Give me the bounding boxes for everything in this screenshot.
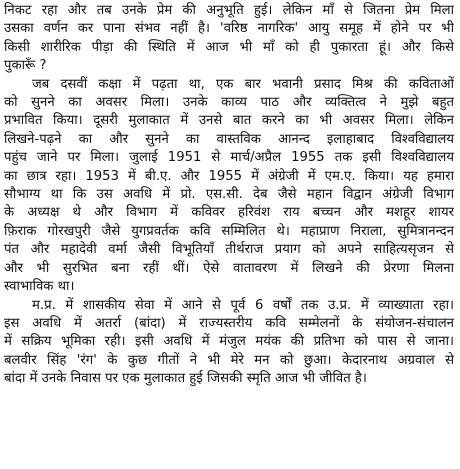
text-line: बलवीर सिंह 'रंग' के कुछ गीतों ने भी मेरे मन को छुआ। केदारनाथ अग्रवाल से <box>4 352 454 368</box>
text-line: बांदा में उनके निवास पर एक मुलाकात हुई जिसकी स्मृति आज भी जीवित है। <box>4 371 367 387</box>
text-line: पहुंच जाने पर मिला। जुलाई 1951 से मार्च/अप्रैल 1955 तक इसी विश्वविद्यालय <box>4 150 454 166</box>
text-line: पुकारूँ ? <box>4 58 47 74</box>
text-line: का छात्र रहा। 1953 में बी.ए. और 1955 में अंग्रेजी में एम.ए. किया। यह हमारा <box>4 168 454 184</box>
text-line: इस अवधि में अतर्रा (बांदा) में राज्यस्तरीय कवि सम्मेलनों के संयोजन-संचालन <box>4 315 454 331</box>
text-line: के अध्यक्ष थे और विभाग में कविवर हरिवंश राय बच्चन और मशहूर शायर <box>4 205 454 221</box>
text-line: किसी शारीरिक पीड़ा की स्थिति में आज भी माँ को ही पुकारता हूं। और किसे <box>4 39 454 55</box>
paragraph-mother-love <box>4 2 454 76</box>
text-line: प्रभावित किया। दूसरी मुलाकात में उनसे बात करने का भी अवसर मिला। लेकिन <box>4 113 454 129</box>
text-line: स्वाभाविक था। <box>4 279 75 295</box>
paragraph-service-period <box>4 297 454 389</box>
text-line: सौभाग्य था कि उस अवधि में प्रो. एस.सी. देब जैसे महान विद्वान अंग्रेजी विभाग <box>4 187 454 203</box>
text-line: को सुनने का अवसर मिला। उनके काव्य पाठ और व्यक्तित्व ने मुझे बहुत <box>4 95 454 111</box>
text-line: और भी सुरभित बना रहीं थीं। ऐसे वातावरण में लिखने की प्रेरणा मिलना <box>4 260 454 276</box>
text-line: उसका वर्णन कर पाना संभव नहीं है। 'वरिष्ठ नागरिक' आयु समूह में होने पर भी <box>4 21 454 37</box>
text-line: लिखने-पढ़ने का और सुनने का वास्तविक आनन्द इलाहाबाद विश्वविद्यालय <box>4 131 454 147</box>
text-line: पंत और महादेवी वर्मा जैसी विभूतियाँ तीर्थराज प्रयाग को अपने साहित्यसृजन से <box>4 242 454 258</box>
text-line: में सक्रिय भूमिका रही। इसी अवधि में मंजुल मयंक की प्रतिभा को पास से जाना। <box>4 334 454 350</box>
paragraph-university-years <box>4 76 454 297</box>
text-line: जब दसवीं कक्षा में पढ़ता था, एक बार भवानी प्रसाद मिश्र की कविताओं <box>32 76 454 92</box>
text-line: निकट रहा और तब उनके प्रेम की अनुभूति हुई। लेकिन माँ से जितना प्रेम मिला <box>4 3 454 18</box>
text-line: म.प्र. में शासकीय सेवा में आने से पूर्व 6 वर्षों तक उ.प्र. में व्याख्याता रहा। <box>32 297 454 313</box>
text-line: फ़िराक गोरखपुरी जैसे युगप्रवर्तक कवि सम्मिलित थे। महाप्राण निराला, सुमित्रानन्दन <box>4 223 454 239</box>
